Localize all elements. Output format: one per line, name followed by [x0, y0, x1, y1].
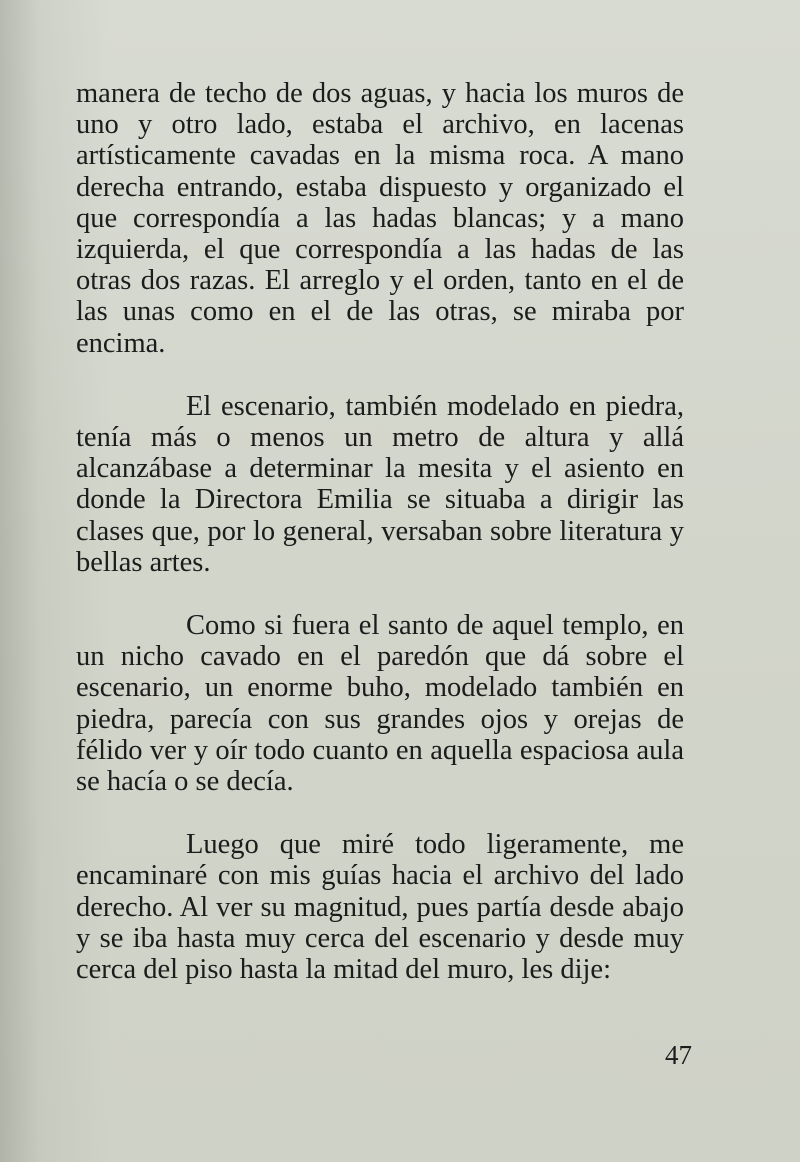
page-number: 47	[665, 1040, 692, 1070]
paragraph-4: Luego que miré todo ligeramente, me encaminaré con mis guías hacia el archivo del lado derecho. Al ver su magnitud, pues partía desde abajo y se iba hasta muy cerca del escenario y desde muy cerca del piso hasta la mitad del muro, les dije:	[76, 829, 684, 986]
paragraph-3: Como si fuera el santo de aquel templo, en un nicho cavado en el paredón que dá sobre el escenario, un enorme buho, modelado también en piedra, parecía con sus grandes ojos y orejas de félido ver y oír todo cuanto en aquella espaciosa aula se hacía o se decía.	[76, 610, 684, 798]
paragraph-2: El escenario, también modelado en piedra, tenía más o menos un metro de altura y allá alcanzábase a determinar la mesita y el asiento en donde la Directora Emilia se situaba a dirigir las clases que, por lo general, versaban sobre literatura y bellas artes.	[76, 390, 684, 578]
paragraph-1: manera de techo de dos aguas, y hacia los muros de uno y otro lado, estaba el archivo, en lacenas artísticamente cavadas en la misma roca. A mano derecha entrando, estaba dispuesto y organizado el que correspondía a las hadas blancas; y a mano izquierda, el que correspondía a las hadas de las otras dos razas. El arreglo y el orden, tanto en el de las unas como en el de las otras, se miraba por encima.	[76, 78, 684, 359]
body-text	[76, 78, 684, 1017]
